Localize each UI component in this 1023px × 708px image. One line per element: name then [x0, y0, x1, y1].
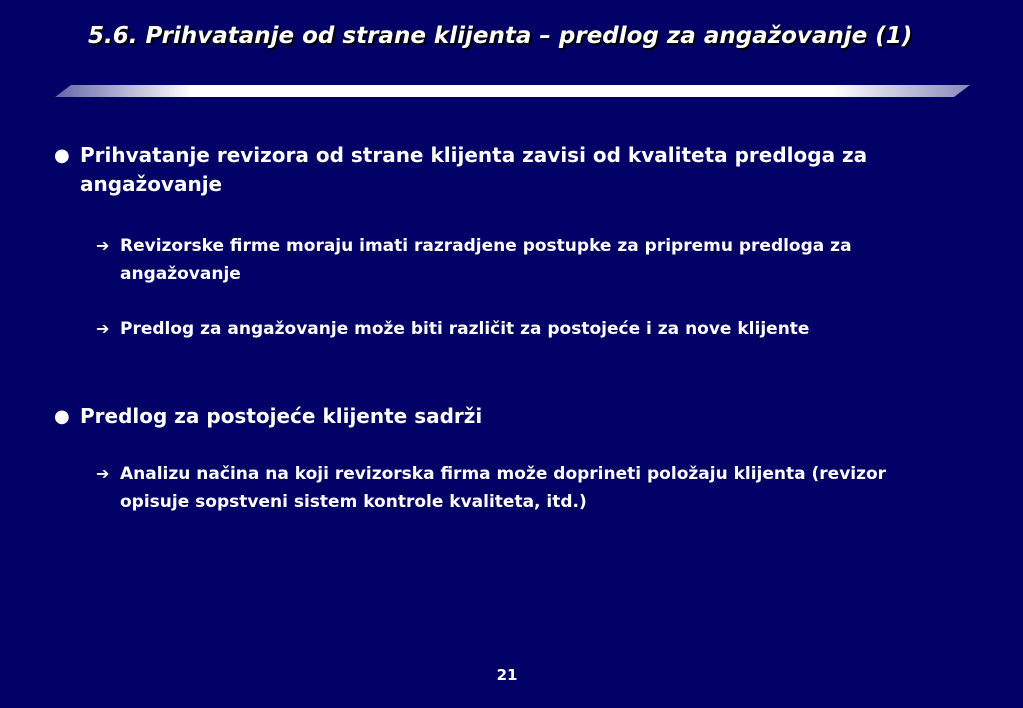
bullet-item	[54, 402, 884, 431]
slide-title: 5.6. Prihvatanje od strane klijenta – predlog za angažovanje (1)	[88, 23, 913, 49]
filled-circle-bullet-icon: ●	[54, 406, 70, 427]
right-arrow-bullet-icon: ➔	[96, 319, 110, 338]
right-arrow-bullet-icon: ➔	[96, 236, 110, 255]
filled-circle-bullet-icon: ●	[54, 145, 70, 166]
sub-bullet-item	[96, 460, 926, 516]
sub-bullet-text: Revizorske firme moraju imati razradjene postupke za pripremu predloga za angažovanje	[120, 236, 852, 284]
sub-bullet-text: Analizu načina na koji revizorska firma može doprineti položaju klijenta (revizor opisuje sopstveni sistem kontrole kvaliteta, itd.)	[120, 464, 887, 512]
bullet-text: Prihvatanje revizora od strane klijenta zavisi od kvaliteta predloga za angažovanje	[80, 143, 868, 196]
bullet-text: Predlog za postojeće klijente sadrži	[80, 404, 483, 428]
sub-bullet-text: Predlog za angažovanje može biti različit za postojeće i za nove klijente	[120, 319, 810, 339]
page-number: 21	[496, 666, 518, 684]
sub-bullet-item	[96, 232, 926, 288]
sub-bullet-item	[96, 315, 926, 343]
right-arrow-bullet-icon: ➔	[96, 464, 110, 483]
bullet-item	[54, 141, 884, 199]
